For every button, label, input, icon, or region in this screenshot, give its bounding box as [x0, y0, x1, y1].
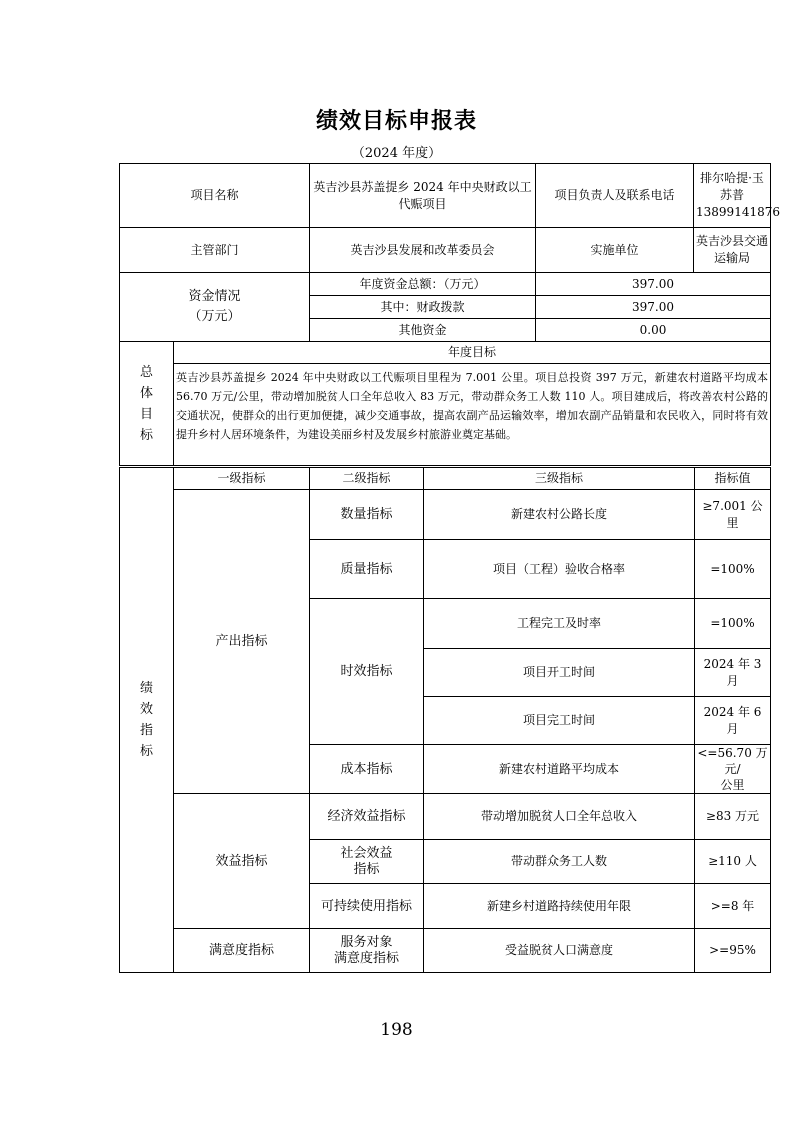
satisfaction-indicator: 满意度指标 — [174, 929, 310, 973]
social-label: 社会效益 指标 — [310, 840, 424, 884]
quality-value: =100% — [695, 540, 771, 599]
header-level1: 一级指标 — [174, 468, 310, 490]
service-item: 受益脱贫人口满意度 — [424, 929, 695, 973]
cost-label: 成本指标 — [310, 745, 424, 794]
economic-label: 经济效益指标 — [310, 794, 424, 840]
year-subtitle: （2024 年度） — [351, 146, 442, 161]
header-value: 指标值 — [695, 468, 771, 490]
cost-item: 新建农村道路平均成本 — [424, 745, 695, 794]
dept: 英吉沙县发展和改革委员会 — [310, 228, 536, 273]
info-table — [119, 163, 780, 466]
fund-unit: （万元） — [188, 309, 241, 324]
output-indicator: 产出指标 — [174, 490, 310, 794]
timeliness-item: 项目开工时间 — [424, 649, 695, 697]
social-value: ≥110 人 — [695, 840, 771, 884]
page-number: 198 — [380, 1020, 413, 1040]
quantity-label: 数量指标 — [310, 490, 424, 540]
fund-label: 资金情况 — [188, 289, 241, 304]
timeliness-label: 时效指标 — [310, 599, 424, 745]
social-item: 带动群众务工人数 — [424, 840, 695, 884]
service-value: >=95% — [695, 929, 771, 973]
sustain-value: >=8 年 — [695, 884, 771, 929]
timeliness-value: 2024 年 6 月 — [695, 697, 771, 745]
fund-row-value: 397.00 — [536, 296, 771, 319]
fund-row-value: 0.00 — [536, 319, 771, 342]
fund-row-label: 其他资金 — [310, 319, 536, 342]
service-label: 服务对象 满意度指标 — [310, 929, 424, 973]
economic-value: ≥83 万元 — [695, 794, 771, 840]
fund-row-value: 397.00 — [536, 273, 771, 296]
contact-phone: 13899141876 — [696, 205, 780, 219]
sustain-label: 可持续使用指标 — [310, 884, 424, 929]
contact-name: 排尔哈提·玉苏普 — [700, 171, 764, 202]
economic-item: 带动增加脱贫人口全年总收入 — [424, 794, 695, 840]
cost-value: <=56.70 万元/ 公里 — [695, 745, 771, 794]
goal-side-label: 总 体 目 标 — [120, 342, 174, 466]
timeliness-value: =100% — [695, 599, 771, 649]
timeliness-item: 项目完工时间 — [424, 697, 695, 745]
timeliness-item: 工程完工及时率 — [424, 599, 695, 649]
impl-label: 实施单位 — [536, 228, 694, 273]
project-name: 英吉沙县苏盖提乡 2024 年中央财政以工代赈项目 — [310, 164, 536, 228]
sustain-item: 新建乡村道路持续使用年限 — [424, 884, 695, 929]
page-title: 绩效目标申报表 — [315, 109, 477, 134]
perf-side-label: 绩 效 指 标 — [120, 468, 174, 973]
fund-label-cell — [120, 273, 310, 342]
goal-header: 年度目标 — [174, 342, 771, 364]
goal-text: 英吉沙县苏盖提乡 2024 年中央财政以工代赈项目里程为 7.001 公里。项目总投资 397 万元，新建农村道路平均成本 56.70 万元/公里，带动增加脱贫人口全年总收入 83 万元，带动群众务工人数 110 人。项目建成后，将改善农村公路的交通状况，使群众的出行更加便捷，减少交通事故，提高农副产品运输效率，增加农副产品销量和农民收入，同时将有效提升乡村人居环境条件，为建设美丽乡村及发展乡村旅游业奠定基础。 — [174, 364, 771, 466]
performance-table — [119, 467, 771, 973]
quality-label: 质量指标 — [310, 540, 424, 599]
benefit-indicator: 效益指标 — [174, 794, 310, 929]
contact-label: 项目负责人及联系电话 — [536, 164, 694, 228]
quantity-item: 新建农村公路长度 — [424, 490, 695, 540]
header-level3: 三级指标 — [424, 468, 695, 490]
quantity-value: ≥7.001 公里 — [695, 490, 771, 540]
fund-row-label: 年度资金总额：（万元） — [310, 273, 536, 296]
dept-label: 主管部门 — [120, 228, 310, 273]
contact-cell — [694, 164, 780, 228]
timeliness-value: 2024 年 3 月 — [695, 649, 771, 697]
quality-item: 项目（工程）验收合格率 — [424, 540, 695, 599]
impl: 英吉沙县交通运输局 — [694, 228, 771, 273]
project-name-label: 项目名称 — [120, 164, 310, 228]
fund-row-label: 其中：财政拨款 — [310, 296, 536, 319]
header-level2: 二级指标 — [310, 468, 424, 490]
